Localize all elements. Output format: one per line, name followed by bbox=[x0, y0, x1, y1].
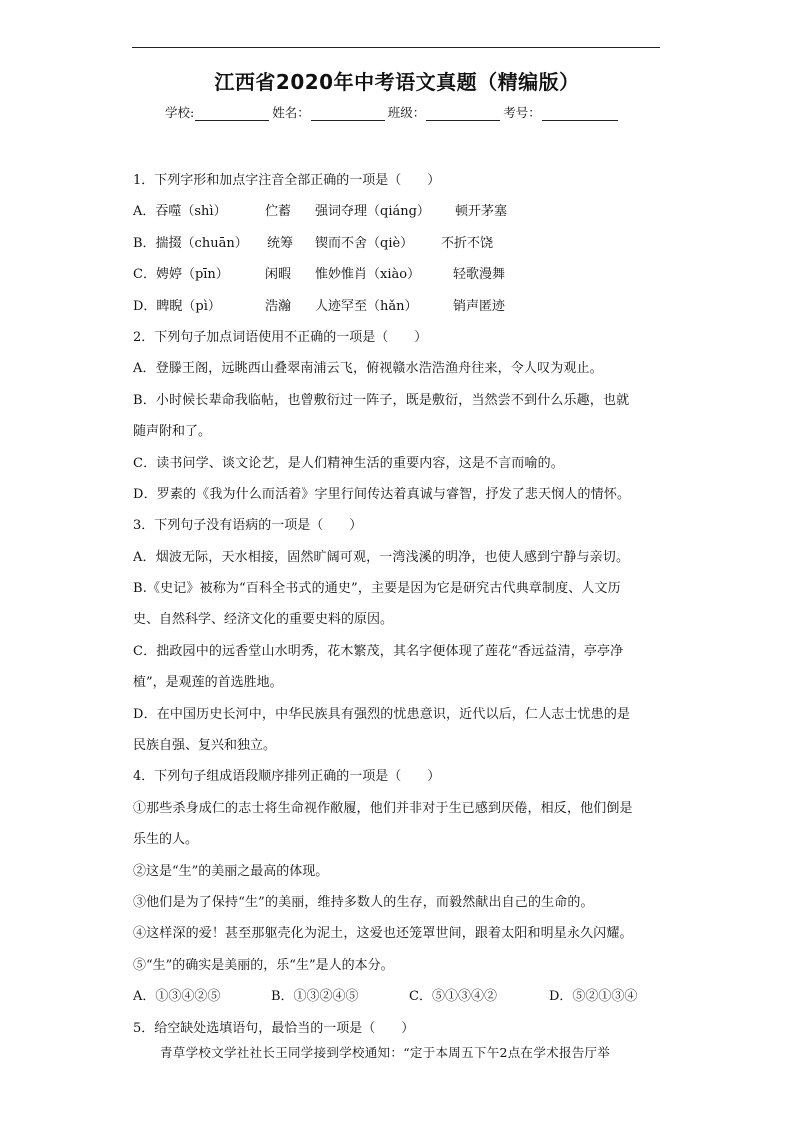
q5-passage: 青草学校文学社社长王同学接到学校通知：“定于本周五下午2点在学术报告厅举 bbox=[160, 1045, 611, 1060]
q5-stem: 5．给空缺处选填语句，最恰当的一项是（ ） bbox=[133, 1020, 415, 1036]
q4-option-a[interactable]: A．①③④②⑤ bbox=[133, 989, 221, 1005]
q2-stem: 2．下列句子加点词语使用不正确的一项是（ ） bbox=[133, 329, 428, 345]
q1-option-a: A．吞噬（shì） 伫蓄 强词夺理（qiáng） 顿开茅塞 bbox=[133, 204, 508, 220]
q1-option-d: D．睥睨（pì） 浩瀚 人迹罕至（hǎn） 销声匿迹 bbox=[133, 298, 506, 314]
class-blank[interactable] bbox=[426, 108, 500, 121]
q4-options bbox=[133, 981, 663, 1012]
q2-option-d: D．罗素的《我为什么而活着》字里行间传达着真诚与睿智，抒发了悲天悯人的情怀。 bbox=[133, 486, 631, 502]
q3-option-c-line2: 植”，是观莲的首选胜地。 bbox=[133, 675, 283, 691]
q2-option-b-line2: 随声附和了。 bbox=[133, 424, 212, 440]
q2-option-c: C．读书问学、谈文论艺，是人们精神生活的重要内容，这是不言而喻的。 bbox=[133, 455, 564, 471]
q4-stem: 4．下列句子组成语段顺序排列正确的一项是（ ） bbox=[133, 769, 441, 785]
q1-option-b: B．揣掇（chuān） 统筹 锲而不舍（qiè） 不折不饶 bbox=[133, 235, 494, 251]
q3-option-a: A．烟波无际，天水相接，固然旷阔可观，一湾浅溪的明净，也使人感到宁静与亲切。 bbox=[133, 549, 630, 565]
header-rule bbox=[132, 47, 660, 48]
q4-sentence-3: ③他们是为了保持“生”的美丽，维持多数人的生存，而毅然献出自己的生命的。 bbox=[133, 894, 594, 910]
q3-option-d-line2: 民族自强、复兴和独立。 bbox=[133, 738, 277, 754]
q4-option-c[interactable]: C．⑤①③④② bbox=[409, 989, 497, 1005]
q4-sentence-4: ④这样深的爱！甚至那躯壳化为泥土，这爱也还笼罩世间，跟着太阳和明星永久闪耀。 bbox=[133, 926, 633, 942]
number-blank[interactable] bbox=[542, 108, 618, 121]
school-label: 学校: bbox=[165, 105, 195, 120]
page-title: 江西省2020年中考语文真题（精编版） bbox=[214, 70, 580, 94]
class-label: 班级： bbox=[387, 105, 426, 120]
name-blank[interactable] bbox=[311, 108, 385, 121]
questions bbox=[133, 165, 663, 1044]
q2-option-b-line1: B．小时候长辈命我临帖，也曾敷衍过一阵子，既是敷衍，当然尝不到什么乐趣，也就 bbox=[133, 392, 630, 408]
q4-sentence-2: ②这是“生”的美丽之最高的体现。 bbox=[133, 863, 329, 879]
q4-sentence-1-line1: ①那些杀身成仁的志士将生命视作敝履，他们并非对于生已感到厌倦，相反，他们倒是 bbox=[133, 800, 633, 816]
q3-option-c-line1: C．拙政园中的远香堂山水明秀，花木繁茂，其名字便体现了莲花“香远益清，亭亭净 bbox=[133, 643, 624, 659]
q3-option-d-line1: D．在中国历史长河中，中华民族具有强烈的忧患意识，近代以后，仁人志士忧患的是 bbox=[133, 706, 631, 722]
number-label: 考号： bbox=[503, 105, 541, 120]
q2-option-a: A．登滕王阁，远眺西山叠翠南浦云飞，俯视赣水浩浩渔舟往来，令人叹为观止。 bbox=[133, 361, 603, 377]
q3-option-b-line2: 史、自然科学、经济文化的重要史料的原因。 bbox=[133, 612, 394, 628]
q3-stem: 3．下列句子没有语病的一项是（ ） bbox=[133, 518, 363, 534]
q1-stem: 1．下列字形和加点字注音全部正确的一项是（ ） bbox=[133, 173, 441, 188]
name-label: 姓名： bbox=[272, 105, 310, 120]
q1-option-c: C．娉婷（pīn） 闲暇 惟妙惟肖（xiào） 轻歌漫舞 bbox=[133, 267, 506, 283]
q4-sentence-5: ⑤“生”的确实是美丽的，乐“生”是人的本分。 bbox=[133, 957, 394, 973]
q4-option-b[interactable]: B．①③②④⑤ bbox=[271, 989, 359, 1005]
q3-option-b-line1: B.《史记》被称为“百科全书式的通史”，主要是因为它是研究古代典章制度、人文历 bbox=[133, 581, 621, 597]
school-blank[interactable] bbox=[195, 108, 269, 121]
q4-sentence-1-line2: 乐生的人。 bbox=[133, 832, 199, 848]
q4-option-d[interactable]: D．⑤②①③④ bbox=[549, 989, 638, 1005]
student-info-row bbox=[165, 103, 621, 121]
